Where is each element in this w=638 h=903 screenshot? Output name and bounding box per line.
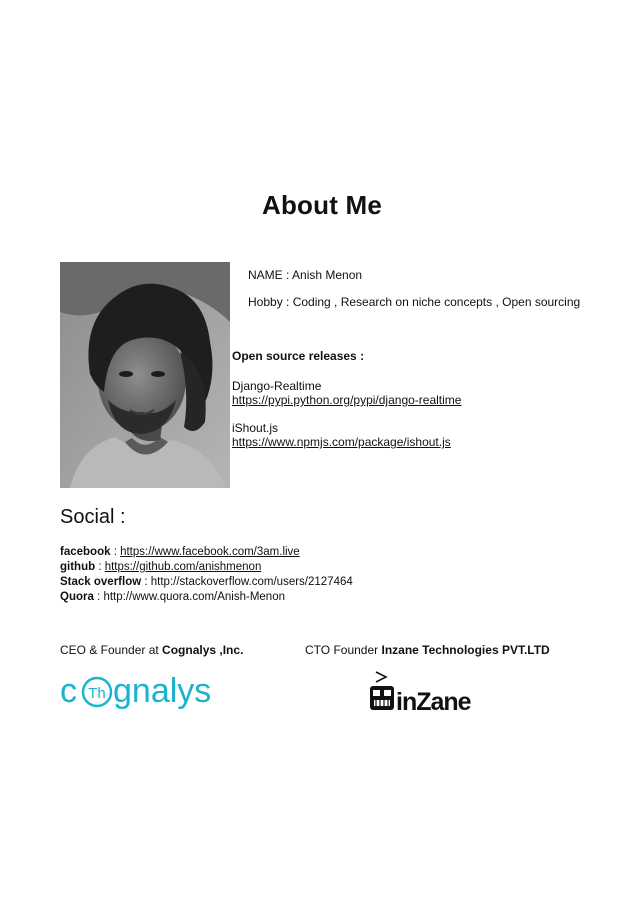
role-prefix: CTO Founder	[305, 643, 382, 657]
social-item	[60, 560, 353, 575]
social-item	[60, 590, 353, 605]
role-ceo	[60, 643, 243, 657]
role-prefix: CEO & Founder at	[60, 643, 163, 657]
inzane-logo-graphic	[368, 668, 480, 716]
social-label: github	[60, 561, 96, 573]
page-title: About Me	[262, 190, 383, 220]
release-link[interactable]: https://pypi.python.org/pypi/django-realtime	[232, 393, 462, 407]
profile-photo-graphic	[60, 262, 230, 488]
stackoverflow-url: http://stackoverflow.com/users/2127464	[150, 576, 353, 588]
profile-photo	[60, 262, 230, 488]
profile-name: NAME : Anish Menon	[248, 268, 363, 282]
company-name: Cognalys ,Inc.	[162, 643, 244, 657]
social-separator: :	[110, 546, 121, 558]
release-name: iShout.js	[232, 421, 279, 435]
facebook-link[interactable]: https://www.facebook.com/3am.live	[120, 546, 300, 558]
cognalys-logo	[60, 672, 235, 712]
company-name: Inzane Technologies PVT.LTD	[381, 643, 550, 657]
quora-url: http://www.quora.com/Anish-Menon	[103, 591, 285, 603]
releases-heading: Open source releases :	[232, 349, 365, 363]
social-heading: Social :	[60, 506, 126, 528]
social-item	[60, 545, 353, 560]
inzane-logo	[368, 668, 480, 716]
profile-hobby: Hobby : Coding , Research on niche concepts , Open sourcing	[248, 295, 581, 309]
github-link[interactable]: https://github.com/anishmenon	[104, 561, 262, 573]
social-separator: :	[95, 561, 105, 573]
role-cto	[305, 643, 550, 657]
social-list	[60, 545, 353, 605]
social-label: facebook	[60, 546, 111, 558]
social-separator: :	[93, 591, 104, 603]
cognalys-prefix: c	[60, 672, 77, 710]
social-separator: :	[141, 576, 151, 588]
cognalys-suffix: gnalys	[113, 672, 212, 710]
inzane-wordmark: inZane	[396, 688, 471, 716]
social-label: Quora	[60, 591, 94, 603]
release-name: Django-Realtime	[232, 379, 322, 393]
release-link[interactable]: https://www.npmjs.com/package/ishout.js	[232, 435, 451, 449]
social-item	[60, 575, 353, 590]
social-label: Stack overflow	[60, 576, 142, 588]
cognalys-logo-graphic	[60, 672, 235, 712]
cognalys-mark: Th	[88, 685, 106, 702]
